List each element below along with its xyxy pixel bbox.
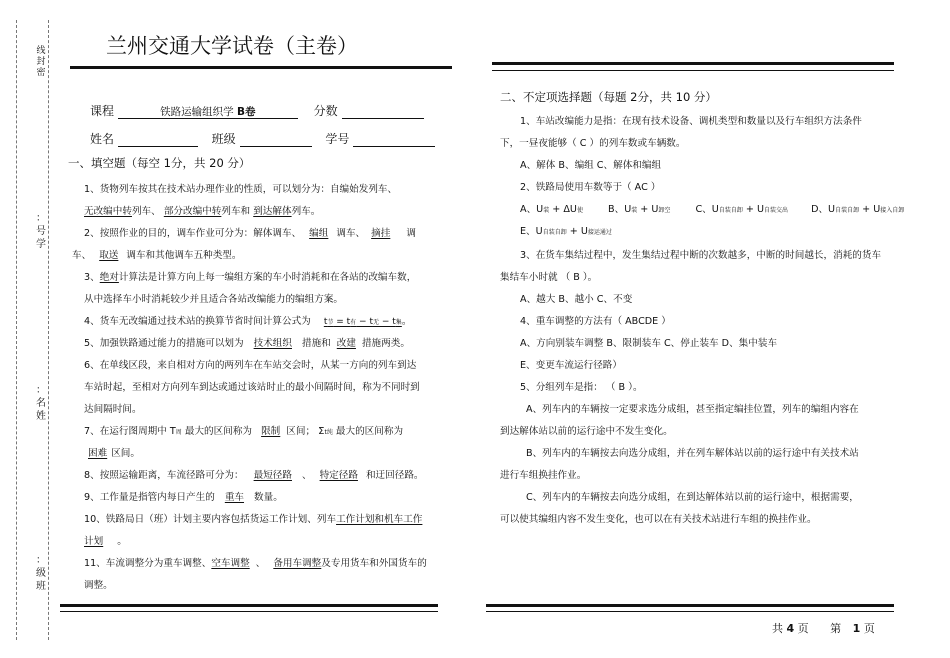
s2-q5-option-b-1: B、列车内的车辆按去向选分成组，并在列车解体站以前的运行途中有关技术站 [526,448,859,459]
s2-q2-option-d: D、U自装自卸 + U接入自卸 [811,204,905,215]
current-page: 1 [852,622,861,635]
s2-q4-options-1: A、方向别装车调整 B、限制装车 C、停止装车 D、集中装车 [520,338,778,349]
s2-q3-line1: 3、在货车集结过程中，发生集结过程中断的次数越多，中断的时间越长，消耗的货车 [520,250,882,261]
s1-q1-line1: 1、货物列车按其在技术站办理作业的性质，可以划分为：自编始发列车、 [84,184,398,195]
s2-q2-option-c: C、U自装自卸 + U自装交出 [695,204,789,215]
s1-q4-formula: t节 = t有 − t无 − t集 [323,317,402,327]
total-pages: 4 [786,622,795,635]
footer-rule-left-bottom [60,611,438,612]
s1-q4-line: 4、货车无改编通过技术站的换算节省时间计算公式为 t节 = t有 − t无 − t集。 [84,316,412,327]
s2-q2-option-a: A、U装 + ΔU使 [520,204,583,215]
s2-q3-options: A、越大 B、越小 C、不变 [520,294,633,305]
footer-rule-right-top [486,604,894,607]
s2-q3-line2: 集结车小时就 （ B ）。 [500,272,598,283]
identity-row [90,130,435,147]
header-rule-left [70,66,452,69]
name-field[interactable] [118,132,198,147]
s2-q2-option-e: E、U自装自卸 + U接运通过 [520,226,612,237]
s1-q7-line2: 困难 区间。 [84,448,140,460]
course-field[interactable] [118,104,298,119]
score-label: 分数 [313,104,338,118]
s1-q2-line1: 2、按照作业的目的，调车作业可分为：解体调车、 编组 调车、 摘挂 调 [84,228,416,239]
s1-q8-answer2: 特定径路 [319,470,358,481]
s2-q2-line: 2、铁路局使用车数等于（ AC ） [520,182,661,193]
s1-q5-answer1: 技术组织 [253,338,292,349]
s2-q5-line: 5、分组列车是指： （ B ）。 [520,382,643,393]
school-title: 兰州交通大学试卷（主卷） [106,34,358,58]
footer-rule-right-bottom [486,611,894,612]
s1-q5-line: 5、加强铁路通过能力的措施可以划为 技术组织 措施和 改建 措施两类。 [84,338,410,349]
course-row [90,102,424,119]
s2-q5-option-c-1: C、列车内的车辆按去向选分成组，在到达解体站以前的运行途中，根据需要， [526,492,859,503]
paper-version: B卷 [237,106,256,118]
s1-q3-line1: 3、绝对计算法是计算方向上每一编组方案的车小时消耗和在各站的改编车数， [84,272,417,283]
s1-q1-answer1: 无改编中转 [84,206,132,217]
s2-q4-line: 4、重车调整的方法有（ ABCDE ） [520,316,671,327]
page-counter: 共 4 页 第 1 页 [772,622,875,635]
s2-q5-option-a-2: 到达解体站以前的运行途中不发生变化。 [500,426,673,437]
binding-line-outer [16,20,17,640]
s2-q1-options: A、解体 B、编组 C、解体和编组 [520,160,662,171]
student-id-field[interactable] [353,132,435,147]
section1-title: 一、填空题（每空 1分，共 20 分） [68,156,251,170]
s2-q5-option-b-2: 进行车组换挂作业。 [500,470,587,481]
footer-rule-left-top [60,604,438,607]
class-label: 班级 [211,132,236,146]
binding-student-id-label: ：号学 [36,213,46,250]
course-label: 课程 [90,104,115,118]
s1-q8-answer1: 最短径路 [253,470,292,481]
s1-q1-answer3: 到达解体 [253,206,292,217]
s2-q1-line1: 1、车站改编能力是指：在现有技术设备、调机类型和数量以及行车组织方法条件 [520,116,862,127]
s2-q5-option-a-1: A、列车内的车辆按一定要求选分成组，甚至指定编挂位置，列车的编组内容在 [526,404,859,415]
name-label: 姓名 [90,132,115,146]
binding-line-inner [48,20,49,640]
s1-q2-line2: 车、 取送 调车和其他调车五种类型。 [72,250,242,261]
s2-q2-options [520,204,904,217]
s1-q5-answer2: 改建 [336,338,356,349]
binding-seal-label: 线封密 [36,46,46,78]
s2-q2-option-b: B、U装 + U卸空 [608,204,671,215]
s2-q1-line2: 下，一昼夜能够（ C ）的列车数或车辆数。 [500,138,686,149]
s2-q5-option-c-2: 可以使其编组内容不发生变化，也可以在有关技术站进行车组的换挂作业。 [500,514,817,525]
s1-q10-line2: 计划 。 [84,536,127,547]
s1-q8-line: 8、按照运输距离，车流径路可分为： 最短径路 、 特定径路 和迂回径路。 [84,470,424,481]
s1-q6-line2: 车站时起，至相对方向列车到达或通过该站时止的最小间隔时间，称为不同时到 [84,382,420,393]
s1-q10-answer2: 计划 [84,536,104,547]
class-field[interactable] [240,132,312,147]
header-rule-right-bottom [492,70,894,71]
s1-q6-line1: 6、在单线区段，来自相对方向的两列车在车站交会时，从某一方向的列车到达 [84,360,417,371]
s2-q4-options-2: E、变更车流运行径路） [520,360,622,371]
s1-q6-line3: 达间隔时间。 [84,404,142,415]
s1-q3-answer: 绝对 [99,272,119,283]
s1-q1-answer2: 部分改编中转 [163,206,222,217]
s1-q3-line2: 从中选择车小时消耗较少并且适合各站改编能力的编组方案。 [84,294,344,305]
binding-name-label: ：名姓 [36,385,46,422]
s1-q2-answer1: 编组 [309,228,329,239]
s1-q11-line2: 调整。 [84,580,113,591]
s1-q10-answer1: 工作计划和机车工作 [336,514,423,525]
s1-q9-line: 9、工作量是指管内每日产生的 重车 数量。 [84,492,283,503]
header-rule-right-top [492,62,894,65]
score-field[interactable] [342,104,424,119]
s1-q11-answer2: 备用车调整 [273,558,322,569]
s1-q9-answer: 重车 [224,492,245,503]
s1-q10-line1: 10、铁路局日（班）计划主要内容包括货运工作计划、列车工作计划和机车工作 [84,514,423,525]
student-id-label: 学号 [325,132,350,146]
s1-q1-line2: 无改编中转列车、 部分改编中转列车和 到达解体列车。 [84,206,321,217]
s1-q7-answer2: 困难 [88,448,108,459]
section2-title: 二、不定项选择题（每题 2分，共 10 分） [500,90,717,104]
s1-q2-answer3: 取送 [99,250,119,261]
s1-q2-answer2: 摘挂 [371,228,391,239]
s1-q7-line1: 7、在运行图周期中 T周 最大的区间称为 限制 区间； Σt纯 最大的区间称为 [84,426,404,437]
s1-q7-answer1: 限制 [261,426,281,437]
course-name: 铁路运输组织学 [160,106,234,118]
s1-q11-answer1: 空车调整 [211,558,250,569]
s1-q11-line1: 11、车流调整分为重车调整、空车调整 、 备用车调整及专用货车和外国货车的 [84,558,427,569]
binding-class-label: ：级班 [36,555,46,592]
